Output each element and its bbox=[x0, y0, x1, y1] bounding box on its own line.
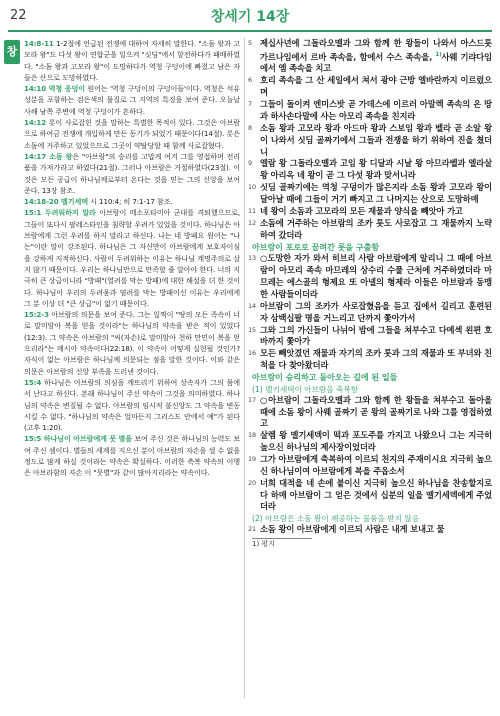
verse-number: 9 bbox=[248, 159, 252, 168]
commentary-text: 아브람이 메소포타미아 군대를 격퇴했으므로, 그들이 또다시 팔레스타인을 침략할 우려가 있었을 것이다. 하나님은 아브람에게 그런 우려를 하지 말라고 하신다. 나는 네 방패요 원어는 "나는"이란 말이 강조된다. 하나님은 그 자신만이 아브람에게 보호자이심을 강하게 지적하신다. 사람이 두려워하는 이유는 하나님 계명주의로 살지 않기 때문이다. 우리는 하나님만으로 만족할 줄 알아야 한다. 너의 지극히 큰 상급이니라 "방패"(열려를 막는 방패)에 대한 해설을 더 한 것이다. 하나님이 우리의 두려움과 염려를 막는 방패이신 이유는 우리에게 그 분 이상 더 "큰 상급"이 없기 때문이다. bbox=[24, 208, 240, 308]
commentary-text: 하나님은 아브람의 의심을 깨뜨리기 위하여 상속자가 그의 몸에서 난다고 하신다. 본래 하나님이 주신 약속이 그것을 의미하였다. 하나님의 약속은 변질될 수 없다. 아브람의 임시적 불신앙도 그 약속을 변동시킬 수 없다. "하나님의 약속은 얼마든지 그리스도 안에서 예"가 된다(고후 1:20). bbox=[24, 377, 240, 433]
verse bbox=[248, 301, 492, 325]
verse-text: 제십사년에 그돌라오멜과 그와 함께 한 왕들이 나와서 아스드롯 가르나임에서 르바 족속을, 함에서 수스 족속을, bbox=[260, 38, 492, 62]
commentary-paragraph bbox=[24, 377, 240, 433]
verse-number: 7 bbox=[248, 100, 252, 109]
verse bbox=[248, 158, 492, 182]
commentary-reference: 15:4 bbox=[24, 377, 42, 387]
verse-number: 13 bbox=[248, 254, 256, 263]
verse-number: 6 bbox=[248, 76, 252, 85]
verse-text: 그가 아브람에게 축복하여 이르되 천지의 주재이시요 지극히 높으신 하나님이여 아브람에게 복을 주옵소서 bbox=[260, 454, 492, 476]
column-divider bbox=[244, 38, 245, 698]
verse-text: 그와 그의 가신들이 나뉘어 밤에 그들을 쳐부수고 다메섹 왼편 호바까지 쫓아가 bbox=[260, 324, 492, 347]
verse bbox=[248, 524, 492, 536]
verse-number: 19 bbox=[248, 455, 256, 464]
scripture-column bbox=[248, 38, 492, 716]
section-subheading: (1) 멜기세덱이 아브람을 축복함 bbox=[252, 384, 359, 394]
commentary-text: 1-2절에 언급된 전쟁에 대하여 자세히 말한다. "소돔 왕과 고모라 왕"도 다섯 왕이 연합군을 일으켜 "싯딤"에서 항전하다가 패배하였다. "소돔 왕과 고모라 왕"이 도망하다가 역청 구덩이에 빠졌고 남은 자들은 산으로 도망하였다. bbox=[24, 39, 240, 82]
verse-text: 싯딤 골짜기에는 역청 구덩이가 많은지라 소돔 왕과 고모라 왕이 달아날 때에 그들이 거기 빠지고 그 나머지는 산으로 도망하매 bbox=[260, 182, 492, 205]
verse-number: 14 bbox=[248, 301, 256, 310]
verse bbox=[248, 325, 492, 349]
commentary-paragraph bbox=[24, 117, 240, 151]
commentary-paragraph bbox=[24, 196, 240, 207]
commentary-column bbox=[24, 38, 240, 708]
book-tab: 창 bbox=[4, 40, 20, 64]
commentary-paragraph bbox=[24, 151, 240, 196]
verse-number: 21 bbox=[248, 525, 256, 534]
section-heading: 아브람이 포로로 끌려간 롯을 구출함 bbox=[252, 242, 380, 252]
verse-number: 12 bbox=[248, 219, 256, 228]
verse-text: 너희 대적을 네 손에 붙이신 지극히 높으신 하나님을 찬송할지로다 하매 아브람이 그 얻은 것에서 십분의 일을 멜기세덱에게 주었더라 bbox=[260, 477, 492, 512]
commentary-paragraph bbox=[24, 38, 240, 83]
verse-text: 소돔 왕이 아브람에게 이르되 사람은 내게 보내고 물 bbox=[260, 524, 445, 535]
verse bbox=[248, 478, 492, 513]
verse-text: 소돔에 거주하는 아브람의 조카 롯도 사로잡고 그 재물까지 노략하여 갔더라 bbox=[260, 218, 492, 240]
verse bbox=[248, 182, 492, 206]
verse-number: 20 bbox=[248, 478, 256, 487]
verse bbox=[248, 75, 492, 99]
verse bbox=[248, 348, 492, 372]
verse-text: 소돔 왕과 고모라 왕과 아드마 왕과 스보임 왕과 벨라 곧 소알 왕이 나와서 싯딤 골짜기에서 그들과 전쟁을 하기 위하여 진을 쳤더니 bbox=[260, 122, 492, 157]
verse-number: 15 bbox=[248, 325, 256, 334]
commentary-text: 시 110:4; 히 7:1-17 참조. bbox=[87, 197, 173, 207]
commentary-text: 보여 주신 것은 하나님의 능력도 보여 주신 셈이다. 별들의 세계를 지으신 분이 아브람의 자손을 셀 수 없을 정도로 많게 하실 것이라는 약속은 확실하다. 이러한 축복 약속의 이행은 아브라함의 자손 이 "뭇별"과 같이 많아지리라는 약속이다. bbox=[24, 434, 240, 478]
verse-number: 18 bbox=[248, 431, 256, 440]
verse-text: 모든 빼앗겼던 재물과 자기의 조카 롯과 그의 재물과 또 부녀와 친척을 다 찾아왔더라 bbox=[260, 348, 492, 371]
footnote: 1) 평지 bbox=[252, 540, 275, 549]
verse-number: 5 bbox=[248, 39, 252, 47]
commentary-reference: 14:18-20 멜기세덱 bbox=[24, 197, 88, 207]
verse-text: 아브람이 그의 조카가 사로잡혔음을 듣고 집에서 길리고 훈련된 자 삼백십팔 명을 거느리고 단까지 쫓아가서 bbox=[260, 300, 492, 323]
section-subheading: (2) 아브람은 소돔 왕이 제공하는 물품을 받지 않음 bbox=[252, 514, 420, 524]
verse bbox=[248, 38, 492, 75]
verse-text-continued: 사웨 기랴다임에서 엠 족속을 치고 bbox=[260, 51, 492, 74]
verse-number: 17 bbox=[248, 395, 256, 404]
commentary-text: 아브람의 의문을 보여 준다. 그는 일찍이 "땅의 모든 족속이 너로 말미암아 복을 얻을 것이라"는 하나님의 약속을 받은 적이 있었다(12:3). 그 약속은 아브람의 "씨(자손)로 말미암아 천하 만민이 복을 얻으리라"는 메시아 약속이다(22:18). 이 약속이 어떻게 실현될 것인가? 자식이 없는 아브람은 하나님께 의문되는 점을 말한 것이다. 이와 같은 의문은 아브람의 신앙 부족을 드러낸 것이다. bbox=[24, 310, 240, 376]
chapter-title: 창세기 14장 bbox=[210, 9, 290, 25]
verse bbox=[248, 99, 492, 123]
header-rule bbox=[8, 30, 492, 32]
verse-text: 살렘 왕 멜기세덱이 떡과 포도주를 가지고 나왔으니 그는 지극히 높으신 하나님의 제사장이었더라 bbox=[260, 430, 492, 453]
commentary-reference: 14:17 소돔 왕 bbox=[24, 151, 73, 161]
verse bbox=[248, 454, 492, 478]
verse bbox=[248, 218, 492, 242]
verse-text: 네 왕이 소돔과 고모라의 모든 재물과 양식을 빼앗아 가고 bbox=[260, 206, 463, 217]
verse-number: 10 bbox=[248, 183, 256, 192]
commentary-reference: 15:2-3 bbox=[24, 310, 49, 320]
verse-text: ○아브람이 그돌라오멜과 그와 함께 한 왕들을 쳐부수고 돌아올 때에 소돔 왕이 사웨 골짜기 곧 왕의 골짜기로 나와 그를 영접하였고 bbox=[260, 394, 492, 429]
verse-text: 엘람 왕 그돌라오멜과 고임 왕 디달과 시날 왕 아므라벨과 엘라살 왕 아리옥 네 왕이 곧 그 다섯 왕과 맞서니라 bbox=[260, 158, 492, 181]
footnote-marker: 1) bbox=[435, 51, 442, 58]
page-number: 22 bbox=[10, 8, 27, 23]
commentary-text: 원어는 '역청 구덩이의 구덩이들'이다. 역청은 석유 성분을 포함하는 검은색의 물질로 그 지역의 특징을 보여 준다. 오늘날 사해 남쪽 주변에 역청 구덩이가 흔하다. bbox=[24, 84, 240, 116]
verse bbox=[248, 123, 492, 158]
section-heading: 아브람이 승리하고 돌아오는 길에 된 일들 bbox=[252, 373, 398, 383]
commentary-reference: 14:10 역청 웅덩이 bbox=[24, 84, 85, 94]
verse-number: 16 bbox=[248, 349, 256, 358]
commentary-reference: 14:8-11 bbox=[24, 39, 54, 48]
commentary-paragraph bbox=[24, 309, 240, 377]
commentary-reference: 15:1 두려워하지 말라 bbox=[24, 208, 96, 218]
verse-text: 그들이 돌이켜 엔미스밧 곧 가데스에 이르러 아말렉 족속의 온 땅과 하사손다말에 사는 아모리 족속을 친지라 bbox=[260, 99, 492, 121]
commentary-text: 롯이 사로잡힌 것을 말하는 특별한 목적이 있다. 그것은 아브람으로 하여금 전쟁에 개입하게 만든 동기가 되었기 때문이다(14절). 롯은 소돔에 거주하고 있었으므로 그곳이 약탈당할 때 함께 사로잡혔다. bbox=[24, 118, 240, 150]
commentary-reference: 14:12 bbox=[24, 118, 47, 128]
commentary-paragraph bbox=[24, 83, 240, 117]
verse bbox=[248, 395, 492, 430]
commentary-paragraph bbox=[24, 207, 240, 309]
verse-text: 호리 족속을 그 산 세일에서 쳐서 광야 근방 엘바란까지 이르렀으며 bbox=[260, 75, 492, 98]
verse bbox=[248, 430, 492, 454]
verse bbox=[248, 206, 492, 218]
page-header bbox=[0, 0, 500, 32]
verse-text: ○도망한 자가 와서 히브리 사람 아브람에게 알리니 그 때에 아브람이 아모리 족속 마므레의 상수리 수풀 근처에 거주하였더라 마므레는 에스골의 형제요 또 아넬의 형제라 이들은 아브람과 동맹한 사람들이더라 bbox=[260, 253, 492, 299]
verse bbox=[248, 253, 492, 300]
commentary-reference: 15:5 하나님이 아브람에게 뭇 별을 bbox=[24, 434, 133, 444]
commentary-text: 은 "아브람"의 승리를 고맙게 여겨 그를 영접하며 전리품을 가져가라고 하였다(21절). 그러나 아브람은 거절하였다(23절). 이것은 모든 공급이 하나님께로부터 온다는 것을 믿는 그의 신앙을 보여 준다. 13장 참조. bbox=[24, 151, 240, 195]
commentary-paragraph bbox=[24, 433, 240, 478]
verse-number: 11 bbox=[248, 207, 256, 216]
verse-number: 8 bbox=[248, 123, 252, 132]
